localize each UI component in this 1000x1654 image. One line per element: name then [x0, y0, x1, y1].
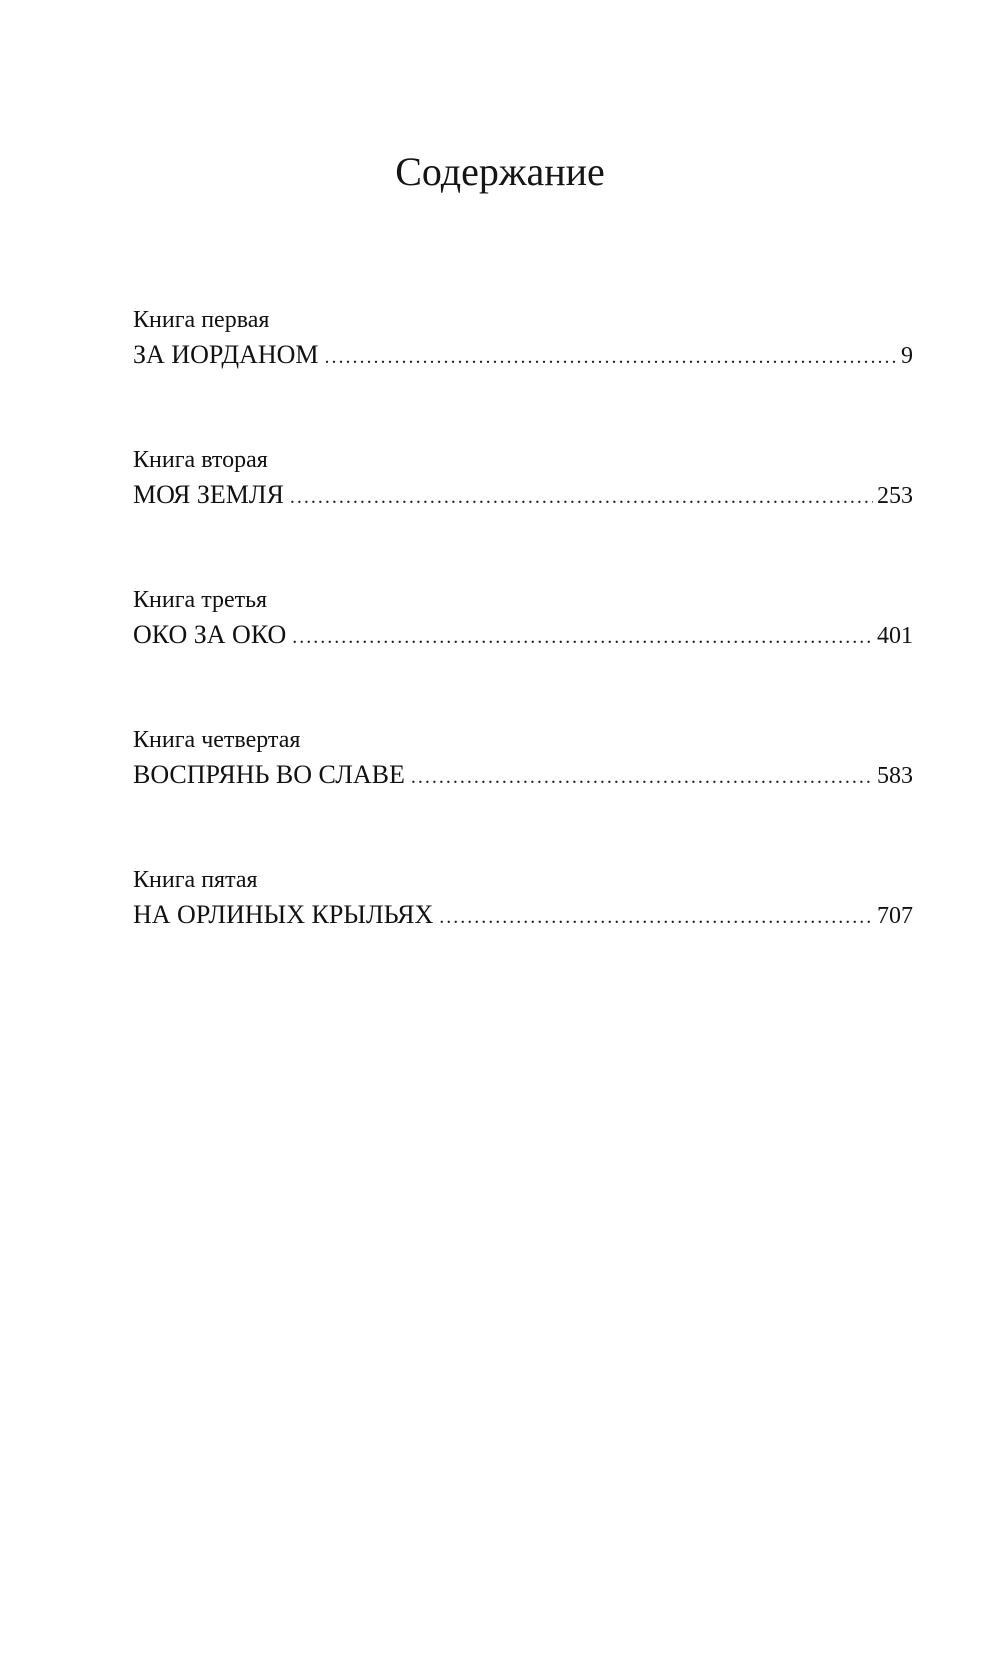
toc-entry-book-3 [133, 585, 913, 725]
dot-leader [325, 341, 897, 373]
toc-line [133, 759, 913, 793]
dot-leader [292, 621, 873, 653]
toc-entry-book-1 [133, 305, 913, 445]
book-title: ЗА ИОРДАНОМ [133, 340, 319, 369]
book-title: НА ОРЛИНЫХ КРЫЛЬЯХ [133, 900, 434, 929]
toc-entry-book-5 [133, 865, 913, 1005]
book-label: Книга третья [133, 587, 268, 613]
book-title: МОЯ ЗЕМЛЯ [133, 480, 284, 509]
toc-line [133, 479, 913, 513]
book-title: ОКО ЗА ОКО [133, 620, 287, 649]
dot-leader [411, 761, 873, 793]
book-label: Книга вторая [133, 447, 268, 473]
book-title: ВОСПРЯНЬ ВО СЛАВЕ [133, 760, 405, 789]
toc-line [133, 339, 913, 373]
page-number: 401 [877, 623, 913, 649]
page-number: 253 [877, 483, 913, 509]
page-number: 583 [877, 763, 913, 789]
page-number: 9 [901, 343, 913, 369]
toc-entry-book-2 [133, 445, 913, 585]
dot-leader [290, 481, 873, 513]
toc-line [133, 899, 913, 933]
page-title: Содержание [395, 149, 605, 194]
book-label: Книга первая [133, 307, 270, 333]
toc-line [133, 619, 913, 653]
table-of-contents [133, 305, 913, 1005]
page-number: 707 [877, 903, 913, 929]
toc-entry-book-4 [133, 725, 913, 865]
dot-leader [439, 901, 873, 933]
book-label: Книга пятая [133, 867, 258, 893]
book-label: Книга четвертая [133, 727, 301, 753]
